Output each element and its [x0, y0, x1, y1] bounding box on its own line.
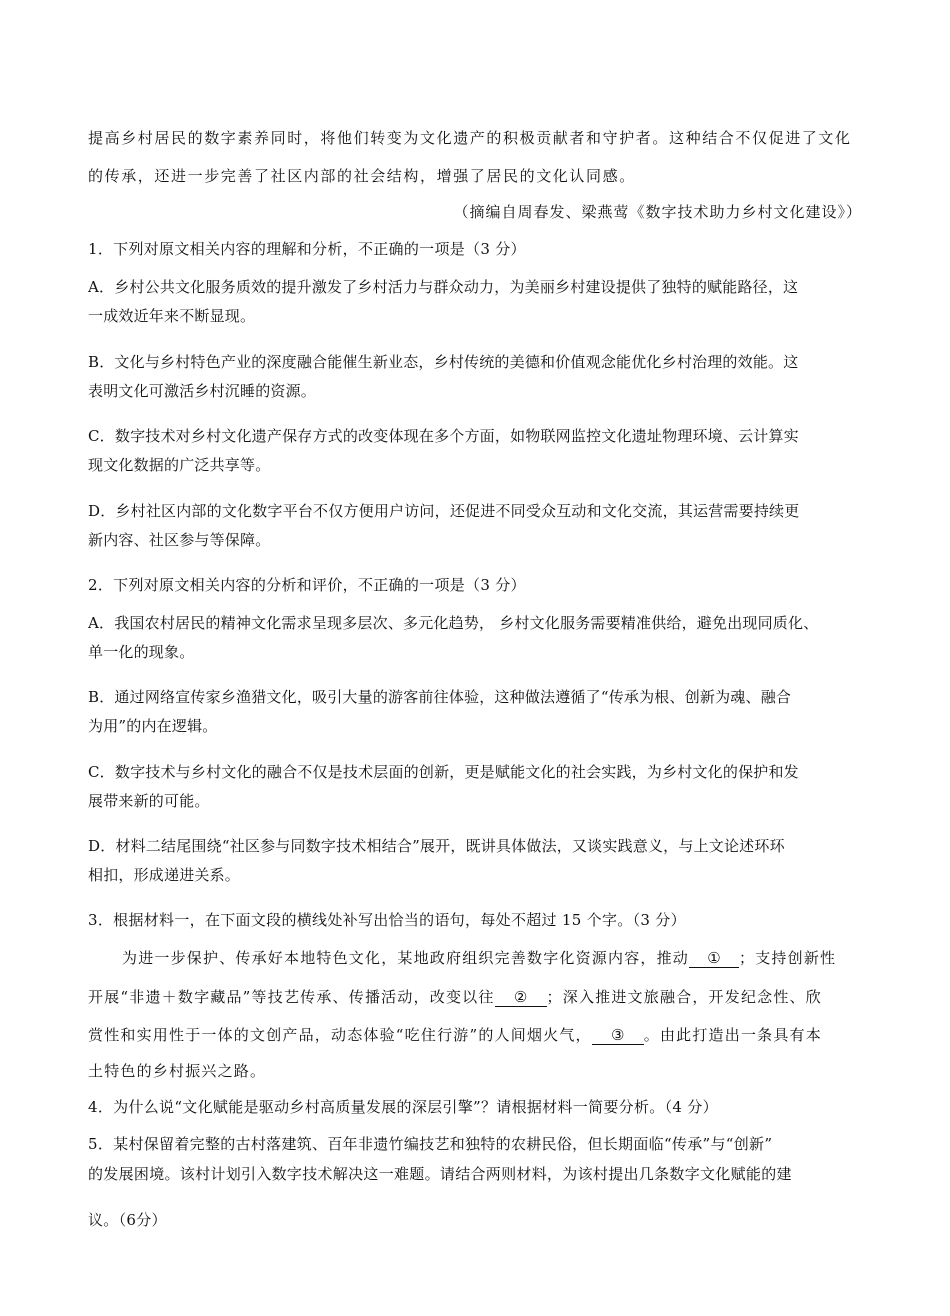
q1-option-b-line-1: B．文化与乡村特色产业的深度融合能催生新业态，乡村传统的美德和价值观念能优化乡村治理的效能。这 [88, 353, 799, 371]
q1-option-a-line-1: A．乡村公共文化服务质效的提升激发了乡村活力与群众动力，为美丽乡村建设提供了独特的赋能路径，这 [88, 278, 799, 296]
q2-option-a-line-2: 单一化的现象。 [88, 643, 195, 661]
blank-1[interactable]: ① [689, 951, 739, 968]
q3-passage-text: 。由此打造出一条具有本 [643, 1026, 822, 1044]
q2-option-c-line-1: C．数字技术与乡村文化的融合不仅是技术层面的创新，更是赋能文化的社会实践，为乡村文化的保护和发 [88, 763, 799, 781]
q2-option-d-line-2: 相扣，形成递进关系。 [88, 866, 241, 884]
q2-option-b-line-2: 为用”的内在逻辑。 [88, 717, 218, 735]
q2-option-c-line-2: 展带来新的可能。 [88, 792, 210, 810]
q2-option-b-line-1: B．通过网络宣传家乡渔猎文化，吸引大量的游客前往体验，这种做法遵循了“传承为根、创新为魂、融合 [88, 688, 792, 706]
q3-passage-text: 为进一步保护、传承好本地特色文化，某地政府组织完善数字化资源内容，推动 [122, 949, 690, 967]
q3-passage-line-3 [88, 1024, 864, 1045]
q1-option-c-line-2: 现文化数据的广泛共享等。 [88, 456, 271, 474]
q1-option-b-line-2: 表明文化可激活乡村沉睡的资源。 [88, 382, 317, 400]
q2-option-d-line-1: D．材料二结尾围绕“社区参与同数字技术相结合”展开，既讲具体做法，又谈实践意义，与上文论述环环 [88, 837, 785, 855]
question-2-stem: 2．下列对原文相关内容的分析和评价，不正确的一项是（3 分） [88, 576, 526, 594]
q1-option-c-line-1: C．数字技术对乡村文化遗产保存方式的改变体现在多个方面，如物联网监控文化遗址物理环境、云计算实 [88, 427, 799, 445]
q3-passage-line-4: 土特色的乡村振兴之路。 [88, 1062, 267, 1080]
question-5-line-2: 的发展困境。该村计划引入数字技术解决这一难题。请结合两则材料，为该村提出几条数字文化赋能的建 [88, 1165, 792, 1183]
question-3-stem: 3．根据材料一，在下面文段的横线处补写出恰当的语句，每处不超过 15 个字。（3 分） [88, 911, 686, 929]
q1-option-d-line-2: 新内容、社区参与等保障。 [88, 531, 271, 549]
passage-line-1: 提高乡村居民的数字素养同时，将他们转变为文化遗产的积极贡献者和守护者。这种结合不仅促进了文化 [88, 129, 852, 147]
q1-option-d-line-1: D．乡村社区内部的文化数字平台不仅方便用户访问，还促进不同受众互动和文化交流，其运营需要持续更 [88, 502, 800, 520]
q2-option-a-line-1: A．我国农村居民的精神文化需求呈现多层次、多元化趋势， 乡村文化服务需要精准供给，避免出现同质化、 [88, 614, 819, 632]
passage-source: （摘编自周春发、梁燕莺《数字技术助力乡村文化建设》） [453, 203, 862, 221]
q3-passage-text: 赏性和实用性于一体的文创产品，动态体验“吃住行游”的人间烟火气， [88, 1026, 592, 1044]
blank-3[interactable]: ③ [592, 1028, 644, 1045]
q3-passage-text: 开展“非遗＋数字藏品”等技艺传承、传播活动，改变以往 [88, 988, 495, 1006]
q3-passage-text: ；深入推进文旅融合，开发纪念性、欣 [546, 988, 822, 1006]
question-1-stem: 1．下列对原文相关内容的理解和分析，不正确的一项是（3 分） [88, 240, 526, 258]
blank-2[interactable]: ② [495, 990, 547, 1007]
q3-passage-line-1 [122, 947, 864, 968]
passage-line-2: 的传承，还进一步完善了社区内部的社会结构，增强了居民的文化认同感。 [88, 167, 636, 185]
q3-passage-text: ；支持创新性 [739, 949, 837, 967]
q3-passage-line-2 [88, 986, 864, 1007]
question-5-line-1: 5．某村保留着完整的古村落建筑、百年非遗竹编技艺和独特的农耕民俗，但长期面临“传承”与“创新” [88, 1135, 773, 1153]
q1-option-a-line-2: 一成效近年来不断显现。 [88, 307, 256, 325]
question-5-line-3: 议。（6分） [88, 1211, 167, 1229]
question-4-stem: 4．为什么说“文化赋能是驱动乡村高质量发展的深层引擎”？请根据材料一简要分析。（4 分） [88, 1098, 718, 1116]
